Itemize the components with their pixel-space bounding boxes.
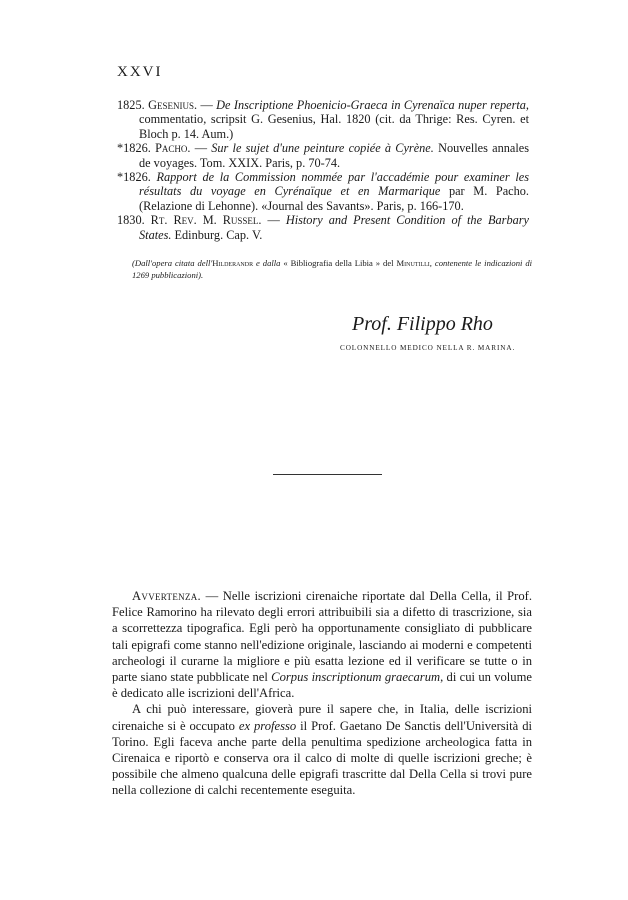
entry-year: *1826. bbox=[117, 170, 151, 185]
entry-year: *1826. bbox=[117, 141, 151, 156]
note-author: Hilderandr bbox=[212, 258, 254, 268]
entry-author: Gesenius. bbox=[148, 98, 198, 112]
entry-details: par M. Pacho. (Relazione di Lehonne). «Journal des Savants». Paris, p. 166-170. bbox=[139, 184, 529, 213]
source-note bbox=[132, 258, 532, 281]
signature-title: COLONNELLO MEDICO NELLA R. MARINA. bbox=[340, 344, 516, 352]
entry-title: De Inscriptione Phoenicio-Graeca in Cyrenaïca nuper reperta, bbox=[216, 98, 529, 112]
entry-details: commentatio, scripsit G. Gesenius, Hal. 1820 (cit. da Thrige: Res. Cyren. et Bloch p. 14. Aum.) bbox=[139, 112, 529, 141]
page-number: XXVI bbox=[117, 64, 163, 80]
entry-author: Rt. Rev. M. Russel. bbox=[150, 213, 262, 228]
entry-separator: — bbox=[261, 213, 286, 228]
note-text: (Dall'opera citata dell' bbox=[132, 258, 213, 268]
note-text: del bbox=[380, 258, 397, 268]
note-text: e dalla bbox=[253, 258, 284, 268]
notice-italic: Corpus inscriptionum graecarum bbox=[271, 670, 441, 685]
entry-title: History and Present Condition of the Barbary States. bbox=[139, 213, 530, 242]
entry-year: 1830. bbox=[117, 213, 145, 228]
notice-text: — Nelle iscrizioni cirenaiche riportate dal Della Cella, il Prof. Felice Ramorino ha rilevato degli errori attribuibili sia a difetto di trascrizione, sia a scorrettezza tipografica. Egli però ha opportunamente consigliato di pubblicare tali epigrafi come stanno nell'edizione originale, lasciando ai moderni e competenti archeologi il curarne la migliore e più esatta lezione ed il verificare se tutte o in parte siano state pubblicate nel bbox=[112, 589, 532, 685]
entry-details: Nouvelles annales de voyages. Tom. XXIX. Paris, p. 70-74. bbox=[139, 141, 530, 170]
notice-heading: Avvertenza. bbox=[132, 589, 201, 603]
notice-text: A chi può interessare, gioverà pure il sapere che, in Italia, delle iscrizioni cirenaiche si è occupato bbox=[112, 702, 532, 733]
entry-title: Rapport de la Commission nommée par l'accadémie pour examiner les résultats du voyage en Cyrénaïque et en Marmarique bbox=[139, 170, 529, 199]
notice-italic: ex professo bbox=[238, 718, 297, 733]
notice-text: , di cui un volume è dedicato alle iscrizioni dell'Africa. bbox=[112, 670, 532, 701]
entry-year: 1825. bbox=[117, 98, 145, 112]
note-title: « Bibliografia della Libia » bbox=[283, 258, 381, 268]
bibliography-entry bbox=[117, 141, 529, 170]
notice-paragraph bbox=[112, 588, 532, 701]
bibliography-entry bbox=[117, 98, 529, 141]
entry-details: Edinburg. Cap. V. bbox=[171, 227, 263, 242]
notice-paragraph bbox=[112, 701, 532, 798]
entry-author: Pacho. bbox=[155, 141, 191, 156]
divider-rule bbox=[273, 474, 382, 475]
signature-name: Prof. Filippo Rho bbox=[352, 313, 493, 335]
entry-title: Sur le sujet d'une peinture copiée à Cyrène. bbox=[211, 141, 434, 156]
bibliography-entry bbox=[117, 213, 529, 242]
bibliography-list bbox=[117, 98, 529, 242]
notice-section bbox=[112, 588, 532, 799]
bibliography-entry bbox=[117, 170, 529, 213]
notice-text: il Prof. Gaetano De Sanctis dell'Università di Torino. Egli faceva anche parte della penultima spedizione archeologica fatta in Cirenaica e riportò e conserva ora il calco di molte di quelle iscrizioni greche; è possibile che almeno qualcuna delle epigrafi trascritte dal Della Cella si trovi pure nella collezione di calchi recentemente eseguita. bbox=[112, 718, 532, 798]
entry-separator: — bbox=[190, 141, 212, 156]
note-text: , contenente le indicazioni di 1269 pubblicazioni). bbox=[132, 258, 533, 280]
note-author: Minutilli bbox=[396, 258, 430, 268]
entry-separator: — bbox=[197, 98, 217, 112]
